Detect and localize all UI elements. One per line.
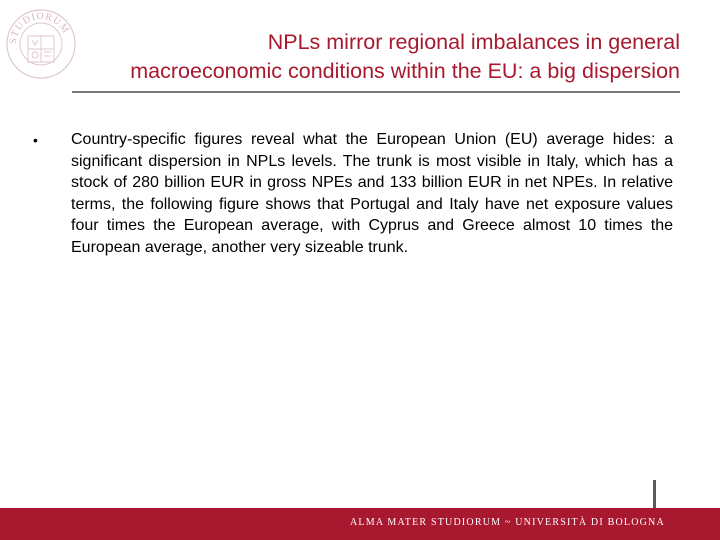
- page-title: [40, 28, 680, 86]
- title-line-1: NPLs mirror regional imbalances in general: [267, 30, 680, 54]
- body-paragraph: Country-specific figures reveal what the European Union (EU) average hides: a significant dispersion in NPLs levels. The trunk is most visible in Italy, which has a stock of 280 billion EUR in gross NPEs and 133 billion EUR in net NPEs. In relative terms, the following figure shows that Portugal and Italy have net exposure values four times the European average, with Cyprus and Greece almost 10 times the European average, another very sizeable trunk.: [71, 131, 673, 256]
- title-divider: [72, 91, 680, 93]
- footer-text: ALMA MATER STUDIORUM ~ UNIVERSITÀ DI BOLOGNA: [350, 517, 665, 528]
- bullet-marker: •: [33, 132, 38, 148]
- svg-text:STUDIORUM: STUDIORUM: [7, 10, 72, 45]
- footer-bar: [0, 508, 720, 540]
- title-line-2: macroeconomic conditions within the EU: a big dispersion: [130, 59, 680, 83]
